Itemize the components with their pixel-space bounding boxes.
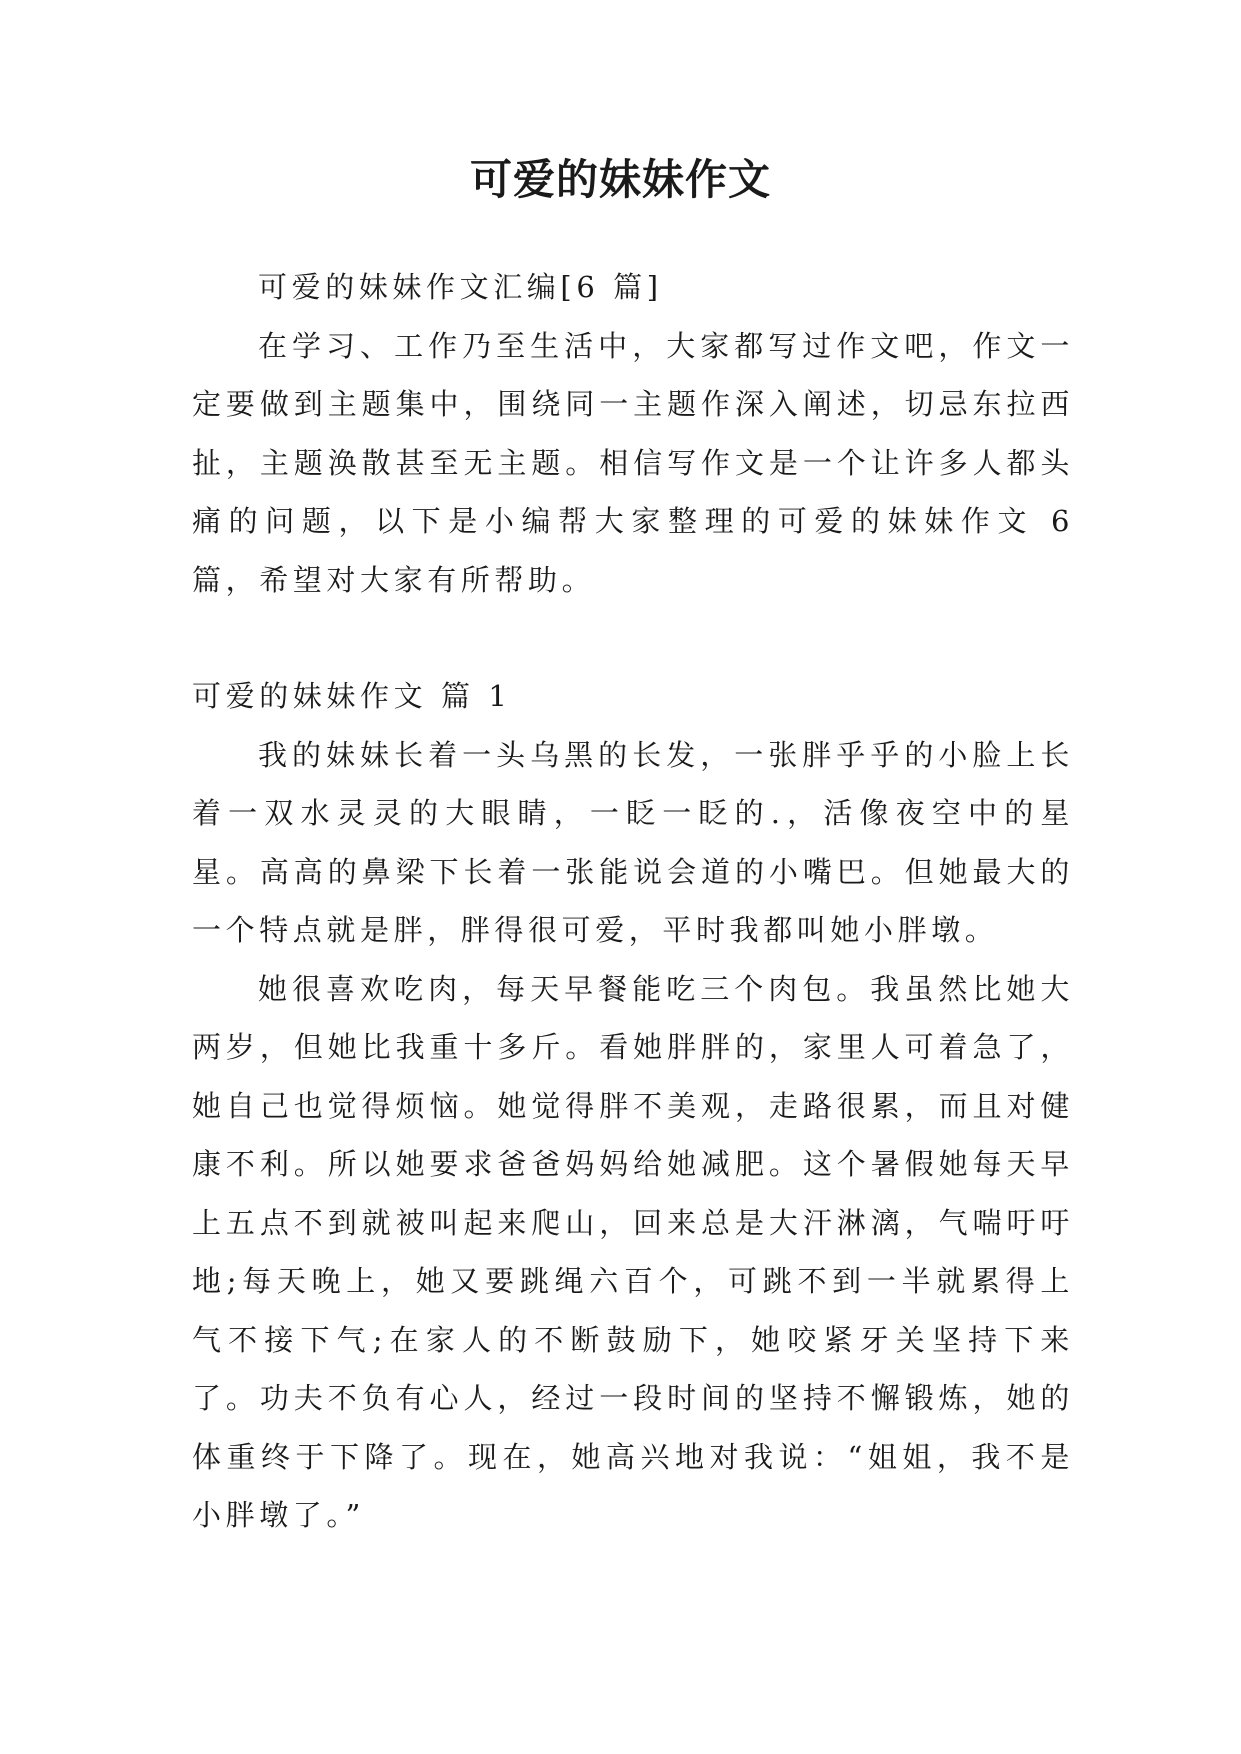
intro-paragraph: 在学习、工作乃至生活中，大家都写过作文吧，作文一定要做到主题集中，围绕同一主题作深入阐述，切忌东拉西扯，主题涣散甚至无主题。相信写作文是一个让许多人都头痛的问题，以下是小编帮大家整理的可爱的妹妹作文 6 篇，希望对大家有所帮助。 (192, 328, 1074, 597)
document-body (192, 258, 1074, 1545)
document-title: 可爱的妹妹作文 (469, 155, 771, 204)
body-paragraph: 我的妹妹长着一头乌黑的长发，一张胖乎乎的小脸上长着一双水灵灵的大眼睛，一眨一眨的.，活像夜空中的星星。高高的鼻梁下长着一张能说会道的小嘴巴。但她最大的一个特点就是胖，胖得很可爱，平时我都叫她小胖墩。 (192, 737, 1074, 947)
section-heading: 可爱的妹妹作文 篇 1 (192, 679, 512, 713)
document-subtitle: 可爱的妹妹作文汇编[6 篇] (258, 270, 663, 304)
body-paragraph: 她很喜欢吃肉，每天早餐能吃三个肉包。我虽然比她大两岁，但她比我重十多斤。看她胖胖的，家里人可着急了，她自己也觉得烦恼。她觉得胖不美观，走路很累，而且对健康不利。所以她要求爸爸妈妈给她减肥。这个暑假她每天早上五点不到就被叫起来爬山，回来总是大汗淋漓，气喘吁吁地;每天晚上，她又要跳绳六百个，可跳不到一半就累得上气不接下气;在家人的不断鼓励下，她咬紧牙关坚持下来了。功夫不负有心人，经过一段时间的坚持不懈锻炼，她的体重终于下降了。现在，她高兴地对我说：“姐姐，我不是小胖墩了。” (192, 971, 1074, 1532)
